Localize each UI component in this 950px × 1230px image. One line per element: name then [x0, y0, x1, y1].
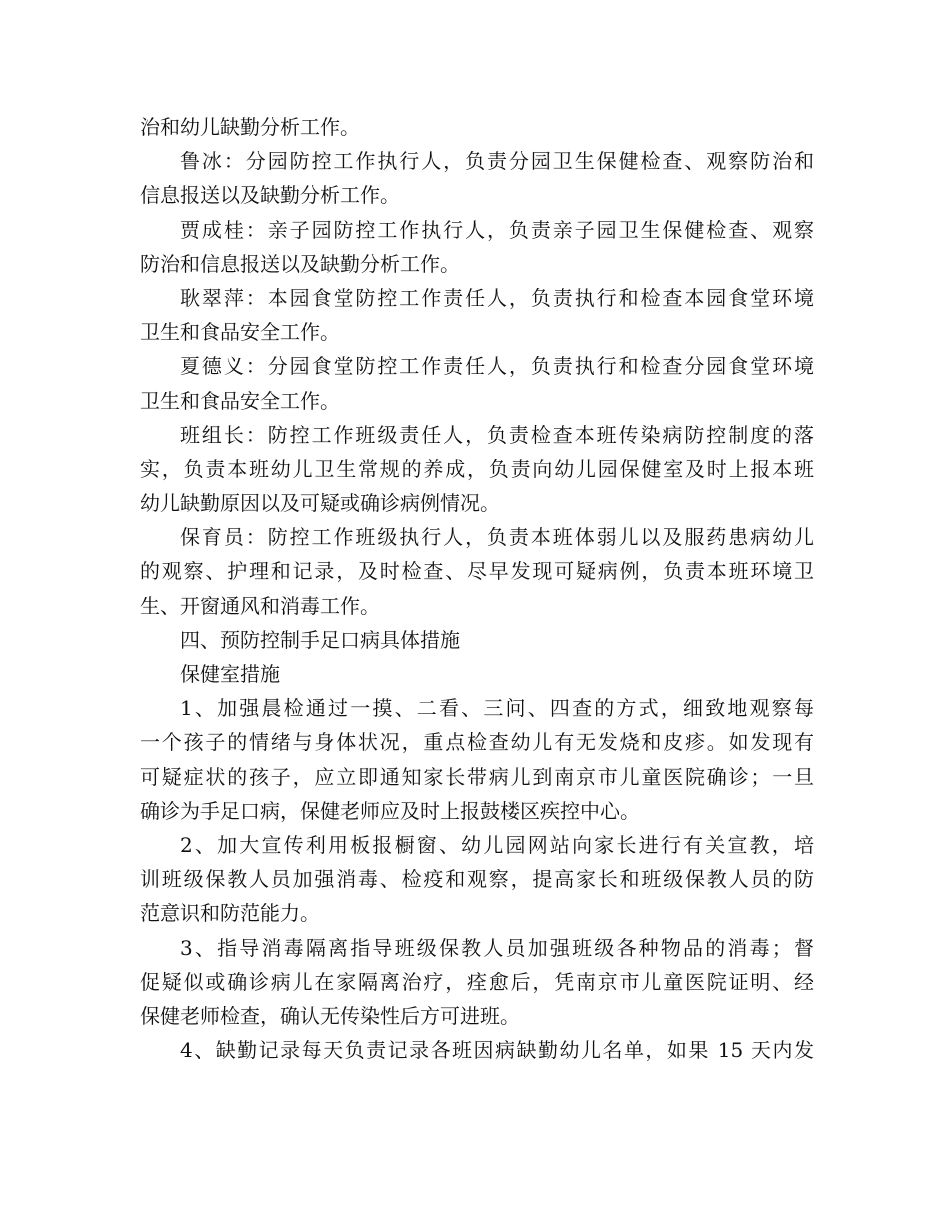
text-line: 可疑症状的孩子，应立即通知家长带病儿到南京市儿童医院确诊；一旦 — [140, 764, 814, 789]
text-line: 夏德义：分园食堂防控工作责任人，负责执行和检查分园食堂环境 — [180, 354, 814, 379]
text-line: 一个孩子的情绪与身体状况，重点检查幼儿有无发烧和皮疹。如发现有 — [140, 730, 814, 755]
text-line: 实，负责本班幼儿卫生常规的养成，负责向幼儿园保健室及时上报本班 — [140, 456, 814, 481]
text-line: 1、加强晨检通过一摸、二看、三问、四查的方式，细致地观察每 — [180, 696, 814, 721]
text-line: 班组长：防控工作班级责任人，负责检查本班传染病防控制度的落 — [180, 422, 814, 447]
text-line: 生、开窗通风和消毒工作。 — [140, 593, 380, 618]
text-line: 2、加大宣传利用板报橱窗、幼儿园网站向家长进行有关宣教，培 — [180, 832, 814, 857]
text-line: 4、缺勤记录每天负责记录各班因病缺勤幼儿名单，如果 15 天内发 — [180, 1038, 814, 1063]
document-body — [140, 110, 814, 1067]
text-line: 防治和信息报送以及缺勤分析工作。 — [140, 251, 460, 276]
text-line: 卫生和食品安全工作。 — [140, 388, 340, 413]
text-line: 耿翠萍：本园食堂防控工作责任人，负责执行和检查本园食堂环境 — [180, 285, 814, 310]
text-line: 保健老师检查，确认无传染性后方可进班。 — [140, 1003, 520, 1028]
text-line: 确诊为手足口病，保健老师应及时上报鼓楼区疾控中心。 — [140, 798, 640, 823]
text-line: 四、预防控制手足口病具体措施 — [180, 627, 460, 652]
text-line: 范意识和防范能力。 — [140, 901, 320, 926]
text-line: 训班级保教人员加强消毒、检疫和观察，提高家长和班级保教人员的防 — [140, 867, 814, 892]
text-line: 贾成桂：亲子园防控工作执行人，负责亲子园卫生保健检查、观察 — [180, 217, 814, 242]
text-line: 鲁冰：分园防控工作执行人，负责分园卫生保健检查、观察防治和 — [180, 149, 814, 174]
text-line: 促疑似或确诊病儿在家隔离治疗，痊愈后，凭南京市儿童医院证明、经 — [140, 969, 814, 994]
text-line: 治和幼儿缺勤分析工作。 — [140, 115, 360, 139]
text-line: 保健室措施 — [180, 662, 280, 686]
text-line: 3、指导消毒隔离指导班级保教人员加强班级各种物品的消毒；督 — [180, 935, 814, 960]
text-line: 信息报送以及缺勤分析工作。 — [140, 183, 400, 208]
text-line: 幼儿缺勤原因以及可疑或确诊病例情况。 — [140, 491, 500, 516]
text-line: 的观察、护理和记录，及时检查、尽早发现可疑病例，负责本班环境卫 — [140, 559, 814, 584]
text-line: 保育员：防控工作班级执行人，负责本班体弱儿以及服药患病幼儿 — [180, 525, 814, 550]
text-line: 卫生和食品安全工作。 — [140, 320, 340, 345]
